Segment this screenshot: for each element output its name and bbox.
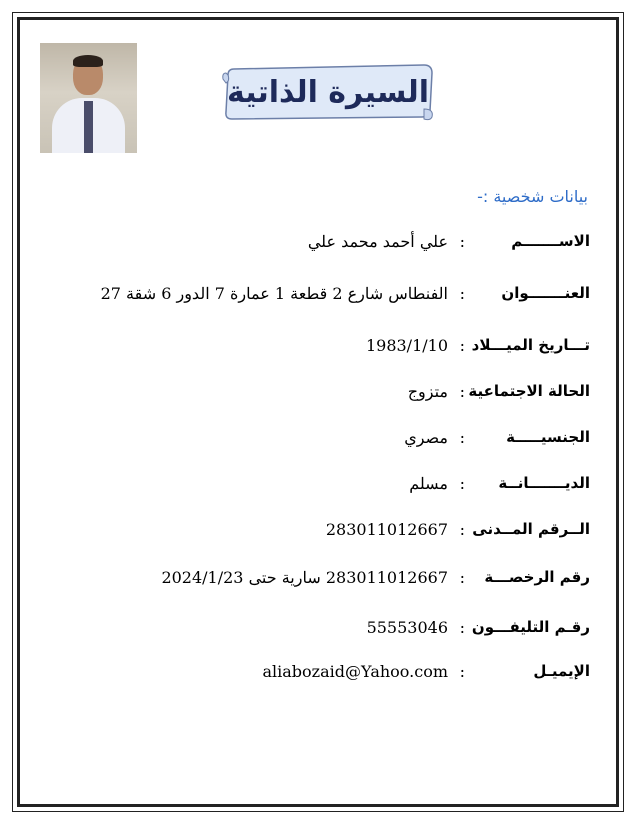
field-label: الديـــــــانــة <box>498 474 590 492</box>
field-value: 55553046 <box>366 618 448 637</box>
field-value: 283011012667 سارية حتى 2024/1/23 <box>161 568 448 587</box>
field-separator: : <box>459 232 465 251</box>
field-separator: : <box>459 474 465 493</box>
field-label: الجنسيـــــة <box>506 428 590 446</box>
field-value: مصري <box>404 428 448 447</box>
field-label: رقم الرخصـــة <box>484 568 590 586</box>
field-row-email <box>30 662 590 684</box>
field-value: aliabozaid@Yahoo.com <box>262 662 448 681</box>
field-row-birthdate <box>30 336 590 358</box>
field-value: علي أحمد محمد علي <box>307 232 448 251</box>
field-label: الــرقم المــدنى <box>472 520 590 538</box>
photo-hair <box>73 55 103 67</box>
field-separator: : <box>459 520 465 539</box>
field-label: الاســـــــم <box>511 232 590 250</box>
field-label: الإيميـل <box>533 662 590 680</box>
field-row-name <box>30 232 590 254</box>
field-value: مسلم <box>409 474 448 493</box>
field-label: العنـــــــوان <box>501 284 590 302</box>
field-label: تـــاريخ الميـــلاد <box>471 336 590 354</box>
field-value: الفنطاس شارع 2 قطعة 1 عمارة 7 الدور 6 شقة 27 <box>100 284 448 303</box>
section-title: بيانات شخصية :- <box>477 187 588 206</box>
field-row-religion <box>30 474 590 496</box>
field-row-address <box>30 284 590 306</box>
field-value: متزوج <box>407 382 448 401</box>
field-row-civil-id <box>30 520 590 542</box>
field-row-phone <box>30 618 590 640</box>
field-label: رقـم التليفـــون <box>471 618 590 636</box>
field-row-nationality <box>30 428 590 450</box>
field-separator: : <box>459 428 465 447</box>
field-row-marital-status <box>30 382 590 404</box>
banner-title: السيرة الذاتية <box>227 74 430 110</box>
title-banner <box>220 61 436 123</box>
field-separator: : <box>459 662 465 681</box>
field-separator: : <box>459 284 465 303</box>
field-row-license <box>30 568 590 590</box>
field-label: الحالة الاجتماعية <box>468 382 590 400</box>
field-value: 283011012667 <box>325 520 448 539</box>
profile-photo <box>40 43 137 153</box>
field-separator: : <box>459 382 465 401</box>
field-separator: : <box>459 336 465 355</box>
field-separator: : <box>459 618 465 637</box>
photo-tie <box>84 101 93 153</box>
field-separator: : <box>459 568 465 587</box>
field-value: 1983/1/10 <box>365 336 448 355</box>
